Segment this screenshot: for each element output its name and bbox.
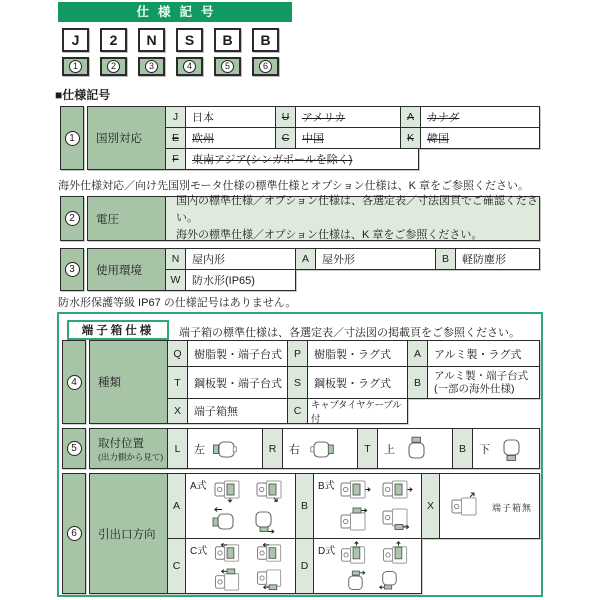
outlet-none-cell <box>439 473 540 539</box>
outlet-d-type-cell: D式 <box>313 538 422 594</box>
row-number: 4 <box>62 340 86 424</box>
outlet-c-type-cell: C式 <box>185 538 296 594</box>
value-cell: 軽防塵形 <box>455 248 540 270</box>
value-cell: 屋外形 <box>315 248 436 270</box>
spec-code-char-2: 2 <box>100 28 127 52</box>
outlet-c-diagram-icon <box>212 541 246 566</box>
code-cell: C <box>275 127 296 149</box>
row-label: 国別対応 <box>87 106 166 170</box>
row-label: 使用環境 <box>87 248 166 291</box>
spec-code-title: 仕様記号 <box>58 2 292 22</box>
code-cell: C <box>287 398 308 424</box>
value-cell: 東南アジア(シンガポールを除く) <box>185 148 419 170</box>
value-cell: 防水形(IP65) <box>185 269 296 291</box>
spec-code-char-4: S <box>176 28 203 52</box>
circled-number: 3 <box>145 60 158 73</box>
spec-position-boxes <box>58 57 292 76</box>
code-cell: B <box>407 366 428 399</box>
position-top-cell: 上 <box>377 428 453 469</box>
terminal-box-section <box>57 312 543 597</box>
outlet-a-diagram-icon <box>212 477 246 503</box>
spec-code-char-3: N <box>138 28 165 52</box>
code-cell: W <box>165 269 186 291</box>
value-cell: 端子箱無 <box>187 398 288 424</box>
code-cell: B <box>452 428 473 469</box>
code-cell: A <box>167 473 186 539</box>
terminal-box-title: 端子箱仕様 <box>67 320 169 340</box>
code-cell: X <box>167 398 188 424</box>
value-cell: カナダ <box>420 106 540 128</box>
value-cell: 樹脂製・ラグ式 <box>307 340 408 367</box>
code-cell: L <box>167 428 188 469</box>
code-cell: U <box>275 106 296 128</box>
spec-code-char-6: B <box>252 28 279 52</box>
code-cell: F <box>165 148 186 170</box>
row-outlet-direction <box>62 473 540 594</box>
motor-front-left-icon <box>211 436 241 462</box>
row-environment <box>60 248 540 291</box>
circled-number: 5 <box>221 60 234 73</box>
code-cell: Q <box>167 340 188 367</box>
spec-position-6 <box>252 57 279 76</box>
outlet-d-diagram-icon <box>376 567 402 594</box>
value-cell: アメリカ <box>295 106 401 128</box>
code-cell: A <box>407 340 428 367</box>
row-number: 1 <box>60 106 84 170</box>
value-cell: 韓国 <box>420 127 540 149</box>
code-cell: K <box>400 127 421 149</box>
outlet-a-diagram-icon <box>250 506 276 536</box>
motor-front-right-icon <box>306 436 336 462</box>
position-bottom-cell: 下 <box>472 428 540 469</box>
row-type <box>62 340 540 424</box>
code-cell: N <box>165 248 186 270</box>
spec-position-2 <box>100 57 127 76</box>
motor-front-top-icon <box>401 436 431 462</box>
outlet-b-diagram-icon <box>380 477 414 503</box>
row-label: 取付位置 (出力側から見て) <box>89 428 168 469</box>
row-country <box>60 106 540 170</box>
section-heading: ■仕様記号 <box>55 88 111 102</box>
spec-position-1 <box>62 57 89 76</box>
row-number: 5 <box>62 428 86 469</box>
outlet-c-diagram-icon <box>254 568 288 593</box>
spec-position-4 <box>176 57 203 76</box>
voltage-line-2: 海外の標準仕様／オプション仕様は、K 章をご参照ください。 <box>176 229 483 242</box>
row-number: 2 <box>60 196 84 241</box>
value-cell: 樹脂製・端子台式 <box>187 340 288 367</box>
row-label: 引出口方向 <box>89 473 168 594</box>
value-cell: 中国 <box>295 127 401 149</box>
code-cell: T <box>357 428 378 469</box>
code-cell: B <box>435 248 456 270</box>
code-cell: B <box>295 473 314 539</box>
voltage-line-1: 国内の標準仕様／オプション仕様は、各選定表／寸法図頁でご確認ください。 <box>176 194 539 224</box>
outlet-d-diagram-icon <box>338 541 372 566</box>
row-number: 3 <box>60 248 84 291</box>
code-cell: C <box>167 538 186 594</box>
row-label: 種類 <box>89 340 168 424</box>
spec-position-3 <box>138 57 165 76</box>
spec-code-char-5: B <box>214 28 241 52</box>
row-mounting-position <box>62 428 540 469</box>
outlet-b-diagram-icon <box>338 477 372 503</box>
value-cell: 日本 <box>185 106 276 128</box>
value-cell: 鋼板製・端子台式 <box>187 366 288 399</box>
outlet-b-diagram-icon <box>338 507 372 533</box>
spec-code-boxes <box>58 28 292 52</box>
circled-number: 2 <box>107 60 120 73</box>
code-cell: R <box>262 428 283 469</box>
outlet-c-diagram-icon <box>212 568 246 593</box>
spec-code-panel <box>58 2 292 76</box>
outlet-a-diagram-icon <box>254 477 288 503</box>
row-number: 6 <box>62 473 86 594</box>
code-cell: T <box>167 366 188 399</box>
spec-position-5 <box>214 57 241 76</box>
position-right-cell: 右 <box>282 428 358 469</box>
value-cell: 鋼板製・ラグ式 <box>307 366 408 399</box>
code-cell: J <box>165 106 186 128</box>
terminal-box-note: 端子箱の標準仕様は、各選定表／寸法図の掲載頁をご参照ください。 <box>179 327 520 339</box>
code-cell: X <box>421 473 440 539</box>
code-cell: E <box>165 127 186 149</box>
outlet-b-diagram-icon <box>380 507 414 533</box>
voltage-description <box>165 196 540 241</box>
code-cell: A <box>400 106 421 128</box>
circled-number: 6 <box>259 60 272 73</box>
value-cell: キャブタイヤケーブル付 <box>307 398 408 424</box>
code-cell: D <box>295 538 314 594</box>
note-country: 海外仕様対応／向け先国別モータ仕様の標準仕様とオプション仕様は、K 章をご参照ください。 <box>58 180 529 192</box>
outlet-c-diagram-icon <box>254 541 288 566</box>
outlet-d-diagram-icon <box>342 567 368 594</box>
circled-number: 4 <box>183 60 196 73</box>
motor-front-bottom-icon <box>496 436 526 462</box>
row-label: 電圧 <box>87 196 166 241</box>
value-cell: アルミ製・ラグ式 <box>427 340 540 367</box>
value-cell: 屋内形 <box>185 248 296 270</box>
outlet-a-diagram-icon <box>212 506 238 536</box>
note-waterproof: 防水形保護等級 IP67 の仕様記号はありません。 <box>58 297 297 309</box>
code-cell: P <box>287 340 308 367</box>
value-cell: アルミ製・端子台式 (一部の海外仕様) <box>427 366 540 399</box>
no-terminal-box-icon <box>448 492 484 520</box>
value-cell: 欧州 <box>185 127 276 149</box>
code-cell: S <box>287 366 308 399</box>
outlet-d-diagram-icon <box>380 541 414 566</box>
spec-code-char-1: J <box>62 28 89 52</box>
code-cell: A <box>295 248 316 270</box>
row-voltage <box>60 196 540 241</box>
circled-number: 1 <box>69 60 82 73</box>
outlet-a-type-cell: A式 <box>185 473 296 539</box>
outlet-b-type-cell: B式 <box>313 473 422 539</box>
no-terminal-box-caption: 端子箱無 <box>492 503 533 513</box>
position-left-cell: 左 <box>187 428 263 469</box>
